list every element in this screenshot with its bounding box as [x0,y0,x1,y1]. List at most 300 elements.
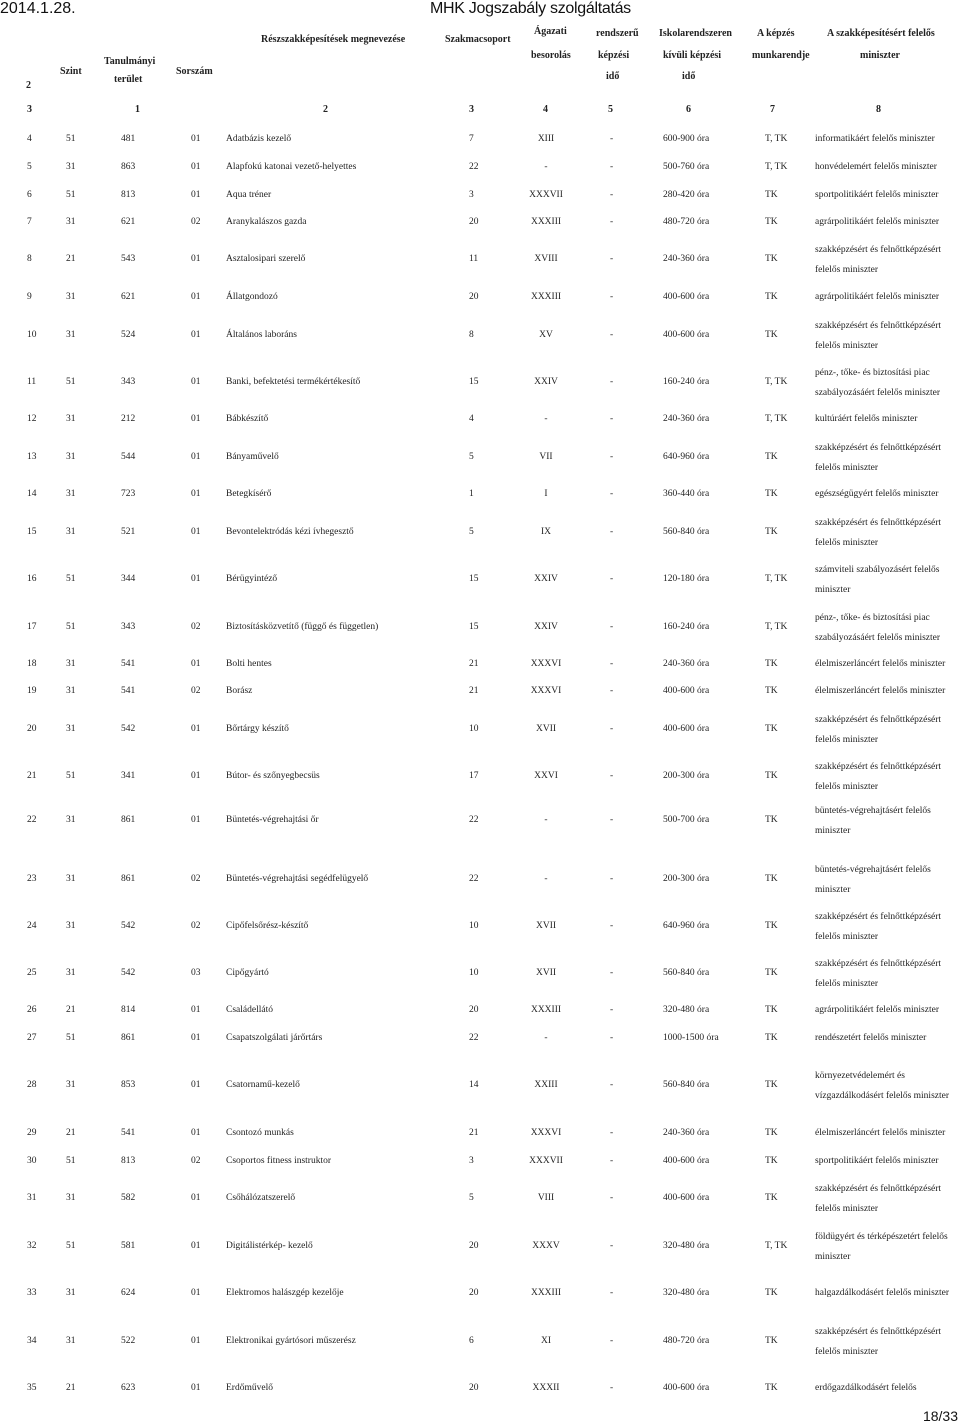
column-number: 3 [469,104,474,115]
cell-munkarend: TK [765,217,778,227]
cell-szint: 31 [66,217,76,227]
cell-rendszeru-ido: - [610,1193,614,1203]
cell-sorszam: 01 [191,724,201,734]
cell-tanulmanyi-terulet: 541 [121,686,136,696]
cell-szakmacsoport: 22 [469,815,479,825]
row-number: 31 [27,1193,37,1203]
cell-szakmacsoport: 22 [469,874,479,884]
cell-munkarend: T, TK [765,622,788,632]
cell-megnevezes: Általános laboráns [226,330,297,340]
cell-iskolarendszeren-kivuli-ido: 400-600 óra [663,1193,710,1203]
cell-megnevezes: Elektronikai gyártósori műszerész [226,1336,356,1346]
cell-munkarend: TK [765,1383,778,1393]
cell-munkarend: TK [765,527,778,537]
row-number: 5 [27,162,32,172]
cell-szakmacsoport: 20 [469,1288,479,1298]
row-number: 18 [27,659,37,669]
cell-tanulmanyi-terulet: 723 [121,489,136,499]
cell-iskolarendszeren-kivuli-ido: 500-760 óra [663,162,710,172]
cell-rendszeru-ido: - [610,1156,614,1166]
row-number: 21 [27,771,37,781]
cell-agazati-besorolas-text: - [544,815,548,825]
row-number: 8 [27,254,32,264]
cell-agazati-besorolas-text: IX [540,527,552,537]
cell-munkarend: T, TK [765,134,788,144]
cell-munkarend: TK [765,724,778,734]
cell-rendszeru-ido: - [610,659,614,669]
cell-szint: 51 [66,1033,76,1043]
cell-tanulmanyi-terulet: 524 [121,330,136,340]
cell-tanulmanyi-terulet: 481 [121,134,136,144]
cell-iskolarendszeren-kivuli-ido: 320-480 óra [663,1241,710,1251]
cell-megnevezes: Családellátó [226,1005,273,1015]
cell-tanulmanyi-terulet: 521 [121,527,136,537]
cell-szint: 31 [66,921,76,931]
cell-tanulmanyi-terulet: 814 [121,1005,136,1015]
cell-szakmacsoport: 15 [469,377,479,387]
cell-iskolarendszeren-kivuli-ido: 320-480 óra [663,1288,710,1298]
cell-felelos-miniszter: egészségügyért felelős miniszter [815,489,939,499]
cell-tanulmanyi-terulet: 543 [121,254,136,264]
cell-sorszam: 02 [191,217,201,227]
cell-megnevezes: Cipőfelsőrész-készítő [226,921,309,931]
cell-munkarend: TK [765,1193,778,1203]
cell-felelos-miniszter: szakképzésért és felnőttképzésért felelős miniszter [815,1184,942,1214]
cell-sorszam: 01 [191,1336,201,1346]
cell-sorszam: 01 [191,452,201,462]
cell-megnevezes: Borász [226,686,253,696]
cell-szakmacsoport: 5 [469,452,474,462]
cell-iskolarendszeren-kivuli-ido: 160-240 óra [663,622,710,632]
cell-agazati-besorolas-text: XXXVII [529,1156,563,1166]
cell-szint: 31 [66,1336,76,1346]
cell-sorszam: 01 [191,377,201,387]
cell-szint: 51 [66,1156,76,1166]
cell-megnevezes: Aranykalászos gazda [226,217,307,227]
cell-agazati-besorolas-text: - [544,874,548,884]
row-number: 15 [27,527,37,537]
cell-rendszeru-ido: - [610,1241,614,1251]
header-title: MHK Jogszabály szolgáltatás [430,0,631,17]
cell-felelos-miniszter: szakképzésért és felnőttképzésért felelős miniszter [815,443,942,473]
cell-munkarend: TK [765,190,778,200]
cell-rendszeru-ido: - [610,1383,614,1393]
cell-megnevezes: Bőrtárgy készítő [226,724,289,734]
cell-megnevezes: Biztosításközvetítő (függő és független) [226,622,379,632]
cell-sorszam: 01 [191,1193,201,1203]
column-number: 8 [876,104,881,115]
cell-rendszeru-ido: - [610,771,614,781]
page-number: 18/33 [922,1408,958,1424]
cell-sorszam: 01 [191,489,201,499]
cell-szakmacsoport: 10 [469,968,479,978]
cell-szakmacsoport: 21 [469,659,479,669]
cell-tanulmanyi-terulet: 581 [121,1241,136,1251]
cell-szint: 51 [66,1241,76,1251]
cell-megnevezes: Cipőgyártó [226,968,269,978]
cell-felelos-miniszter: büntetés-végrehajtásért felelős miniszter [815,865,931,895]
cell-felelos-miniszter: szakképzésért és felnőttképzésért felelős miniszter [815,245,942,275]
row-number: 23 [27,874,37,884]
cell-sorszam: 01 [191,330,201,340]
row-number: 10 [27,330,37,340]
cell-rendszeru-ido: - [610,527,614,537]
cell-munkarend: TK [765,1033,778,1043]
cell-tanulmanyi-terulet: 343 [121,622,136,632]
cell-felelos-miniszter: élelmiszerláncért felelős miniszter [815,1128,946,1138]
cell-rendszeru-ido: - [610,489,614,499]
row-number: 20 [27,724,37,734]
cell-agazati-besorolas-text: XXXVII [529,190,563,200]
cell-iskolarendszeren-kivuli-ido: 500-700 óra [663,815,710,825]
column-number: 7 [770,104,775,115]
cell-iskolarendszeren-kivuli-ido: 480-720 óra [663,1336,710,1346]
cell-munkarend: TK [765,874,778,884]
cell-szint: 51 [66,190,76,200]
header-szakmacsoport: Szakmacsoport [445,34,511,45]
cell-szint: 31 [66,489,76,499]
cell-tanulmanyi-terulet: 344 [121,574,136,584]
cell-tanulmanyi-terulet: 522 [121,1336,136,1346]
cell-agazati-besorolas-text: VII [539,452,553,462]
cell-iskolarendszeren-kivuli-ido: 400-600 óra [663,1383,710,1393]
cell-megnevezes: Bérügyintéző [226,574,278,584]
row-number: 19 [27,686,37,696]
cell-szint: 31 [66,1288,76,1298]
cell-felelos-miniszter: kultúráért felelős miniszter [815,414,918,424]
cell-rendszeru-ido: - [610,330,614,340]
cell-megnevezes: Alapfokú katonai vezető-helyettes [226,162,357,172]
cell-tanulmanyi-terulet: 621 [121,292,136,302]
cell-rendszeru-ido: - [610,921,614,931]
cell-szint: 31 [66,414,76,424]
cell-tanulmanyi-terulet: 813 [121,1156,136,1166]
cell-agazati-besorolas-text: XXIII [534,1080,558,1090]
cell-sorszam: 01 [191,1288,201,1298]
cell-iskolarendszeren-kivuli-ido: 240-360 óra [663,659,710,669]
row-number: 25 [27,968,37,978]
cell-felelos-miniszter: sportpolitikáért felelős miniszter [815,1156,939,1166]
cell-megnevezes: Bútor- és szőnyegbecsüs [226,771,320,781]
cell-rendszeru-ido: - [610,162,614,172]
cell-felelos-miniszter: büntetés-végrehajtásért felelős miniszter [815,806,931,836]
cell-munkarend: TK [765,1005,778,1015]
cell-agazati-besorolas-text: XXXV [532,1241,560,1251]
cell-megnevezes: Bábkészítő [226,414,269,424]
cell-iskolarendszeren-kivuli-ido: 560-840 óra [663,527,710,537]
cell-agazati-besorolas-text: XXXIII [530,217,562,227]
cell-tanulmanyi-terulet: 542 [121,921,136,931]
cell-iskolarendszeren-kivuli-ido: 240-360 óra [663,254,710,264]
cell-agazati-besorolas-text: XV [539,330,553,340]
cell-tanulmanyi-terulet: 582 [121,1193,136,1203]
cell-sorszam: 01 [191,414,201,424]
cell-agazati-besorolas-text: XXVI [534,771,558,781]
header-agazati-1: Ágazati [534,26,567,37]
cell-iskolarendszeren-kivuli-ido: 480-720 óra [663,217,710,227]
cell-szakmacsoport: 21 [469,1128,479,1138]
cell-megnevezes: Csapatszolgálati járőrtárs [226,1033,323,1043]
cell-tanulmanyi-terulet: 341 [121,771,136,781]
column-number: 2 [323,104,328,115]
cell-megnevezes: Csőhálózatszerelő [226,1193,296,1203]
cell-szint: 21 [66,1383,76,1393]
cell-felelos-miniszter: informatikáért felelős miniszter [815,134,935,144]
cell-felelos-miniszter: pénz-, tőke- és biztosítási piac szabályozásáért felelős miniszter [815,613,941,643]
cell-sorszam: 01 [191,254,201,264]
cell-sorszam: 01 [191,815,201,825]
cell-munkarend: TK [765,254,778,264]
cell-szakmacsoport: 6 [469,1336,474,1346]
cell-megnevezes: Elektromos halászgép kezelője [226,1288,344,1298]
cell-szakmacsoport: 5 [469,527,474,537]
cell-felelos-miniszter: szakképzésért és felnőttképzésért felelős miniszter [815,715,942,745]
cell-szakmacsoport: 15 [469,574,479,584]
cell-rendszeru-ido: - [610,1033,614,1043]
cell-megnevezes: Adatbázis kezelő [226,134,292,144]
cell-iskolarendszeren-kivuli-ido: 120-180 óra [663,574,710,584]
cell-sorszam: 03 [191,968,201,978]
cell-szakmacsoport: 22 [469,162,479,172]
cell-szint: 31 [66,659,76,669]
cell-iskolarendszeren-kivuli-ido: 560-840 óra [663,1080,710,1090]
cell-tanulmanyi-terulet: 541 [121,1128,136,1138]
cell-szakmacsoport: 7 [469,134,474,144]
row-number: 26 [27,1005,37,1015]
cell-tanulmanyi-terulet: 863 [121,162,136,172]
cell-sorszam: 02 [191,921,201,931]
cell-szint: 51 [66,377,76,387]
cell-szint: 21 [66,1128,76,1138]
cell-iskolarendszeren-kivuli-ido: 280-420 óra [663,190,710,200]
row-number: 7 [27,217,32,227]
cell-tanulmanyi-terulet: 212 [121,414,136,424]
cell-sorszam: 01 [191,1128,201,1138]
cell-munkarend: TK [765,921,778,931]
cell-szakmacsoport: 10 [469,921,479,931]
cell-tanulmanyi-terulet: 861 [121,1033,136,1043]
cell-sorszam: 02 [191,622,201,632]
cell-tanulmanyi-terulet: 542 [121,724,136,734]
cell-rendszeru-ido: - [610,724,614,734]
cell-sorszam: 02 [191,874,201,884]
cell-rendszeru-ido: - [610,815,614,825]
cell-sorszam: 01 [191,659,201,669]
cell-munkarend: TK [765,292,778,302]
cell-sorszam: 01 [191,574,201,584]
cell-szint: 31 [66,162,76,172]
cell-szakmacsoport: 3 [469,190,474,200]
cell-agazati-besorolas-text: XVII [535,921,557,931]
cell-felelos-miniszter: erdőgazdálkodásért felelős [815,1383,917,1393]
cell-rendszeru-ido: - [610,217,614,227]
cell-szint: 31 [66,527,76,537]
cell-iskolarendszeren-kivuli-ido: 1000-1500 óra [663,1033,719,1043]
cell-agazati-besorolas-text: I [544,489,548,499]
cell-megnevezes: Csoportos fitness instruktor [226,1156,332,1166]
cell-szakmacsoport: 15 [469,622,479,632]
cell-szakmacsoport: 3 [469,1156,474,1166]
cell-agazati-besorolas-text: XXIV [534,574,558,584]
cell-sorszam: 01 [191,527,201,537]
cell-iskolarendszeren-kivuli-ido: 160-240 óra [663,377,710,387]
cell-szakmacsoport: 1 [469,489,474,499]
cell-munkarend: TK [765,1288,778,1298]
cell-megnevezes: Digitálistérkép- kezelő [226,1241,313,1251]
header-sorszam: Sorszám [176,66,213,77]
cell-sorszam: 01 [191,292,201,302]
column-number: 5 [608,104,613,115]
cell-szint: 21 [66,1005,76,1015]
cell-rendszeru-ido: - [610,292,614,302]
cell-szint: 31 [66,686,76,696]
cell-agazati-besorolas-text: XVIII [534,254,558,264]
row-number: 4 [27,134,32,144]
cell-felelos-miniszter: számviteli szabályozásért felelős miniszter [815,565,940,595]
header-rendszeru-3: idő [606,71,620,82]
cell-munkarend: TK [765,452,778,462]
cell-megnevezes: Asztalosipari szerelő [226,254,306,264]
cell-rendszeru-ido: - [610,452,614,462]
cell-tanulmanyi-terulet: 861 [121,815,136,825]
cell-rendszeru-ido: - [610,254,614,264]
cell-felelos-miniszter: szakképzésért és felnőttképzésért felelős miniszter [815,912,942,942]
cell-rendszeru-ido: - [610,622,614,632]
header-iskolarendszeren-2: kívüli képzési [663,50,722,61]
cell-szakmacsoport: 10 [469,724,479,734]
cell-szint: 31 [66,330,76,340]
row-number: 32 [27,1241,37,1251]
cell-agazati-besorolas-text: XXXII [532,1383,560,1393]
cell-felelos-miniszter: szakképzésért és felnőttképzésért felelős miniszter [815,321,942,351]
row-number: 33 [27,1288,37,1298]
cell-iskolarendszeren-kivuli-ido: 200-300 óra [663,874,710,884]
cell-szakmacsoport: 14 [469,1080,479,1090]
cell-tanulmanyi-terulet: 813 [121,190,136,200]
cell-felelos-miniszter: szakképzésért és felnőttképzésért felelős miniszter [815,1327,942,1357]
cell-megnevezes: Betegkísérő [226,489,272,499]
cell-iskolarendszeren-kivuli-ido: 640-960 óra [663,452,710,462]
cell-megnevezes: Büntetés-végrehajtási őr [226,815,319,825]
cell-felelos-miniszter: földügyért és térképészetért felelős miniszter [815,1232,948,1262]
header-iskolarendszeren-1: Iskolarendszeren [659,28,732,39]
cell-szakmacsoport: 20 [469,292,479,302]
cell-agazati-besorolas-text: XXIV [534,377,558,387]
cell-megnevezes: Bevontelektródás kézi ívhegesztő [226,527,354,537]
cell-szakmacsoport: 22 [469,1033,479,1043]
cell-agazati-besorolas-text: XXXIII [530,292,562,302]
cell-agazati-besorolas-text: XIII [537,134,555,144]
cell-rendszeru-ido: - [610,134,614,144]
header-felelos-1: A szakképesítésért felelős [827,28,935,39]
cell-agazati-besorolas-text: XXXIII [530,1288,562,1298]
cell-rendszeru-ido: - [610,574,614,584]
cell-iskolarendszeren-kivuli-ido: 320-480 óra [663,1005,710,1015]
cell-tanulmanyi-terulet: 343 [121,377,136,387]
cell-munkarend: T, TK [765,414,788,424]
cell-munkarend: T, TK [765,1241,788,1251]
cell-agazati-besorolas-text: XVII [535,724,557,734]
cell-rendszeru-ido: - [610,1288,614,1298]
cell-munkarend: TK [765,968,778,978]
cell-tanulmanyi-terulet: 861 [121,874,136,884]
cell-felelos-miniszter: sportpolitikáért felelős miniszter [815,190,939,200]
cell-szakmacsoport: 20 [469,1005,479,1015]
cell-agazati-besorolas-text: XI [540,1336,552,1346]
cell-tanulmanyi-terulet: 624 [121,1288,136,1298]
cell-megnevezes: Erdőművelő [226,1383,273,1393]
cell-szint: 31 [66,874,76,884]
row-number: 34 [27,1336,37,1346]
cell-tanulmanyi-terulet: 542 [121,968,136,978]
cell-iskolarendszeren-kivuli-ido: 560-840 óra [663,968,710,978]
cell-iskolarendszeren-kivuli-ido: 400-600 óra [663,724,710,734]
cell-iskolarendszeren-kivuli-ido: 400-600 óra [663,1156,710,1166]
cell-agazati-besorolas-text: XVII [535,968,557,978]
cell-megnevezes: Csatornamű-kezelő [226,1080,300,1090]
cell-felelos-miniszter: szakképzésért és felnőttképzésért felelős miniszter [815,959,942,989]
cell-munkarend: TK [765,1156,778,1166]
cell-sorszam: 01 [191,1005,201,1015]
cell-agazati-besorolas-text: - [544,162,548,172]
cell-munkarend: TK [765,330,778,340]
cell-iskolarendszeren-kivuli-ido: 240-360 óra [663,414,710,424]
header-megnevezes: Részszakképesítések megnevezése [261,34,406,45]
cell-sorszam: 02 [191,686,201,696]
page-header [0,0,960,22]
cell-szint: 21 [66,254,76,264]
cell-szint: 51 [66,622,76,632]
row-number: 29 [27,1128,37,1138]
column-number: 4 [543,104,548,115]
cell-rendszeru-ido: - [610,968,614,978]
cell-felelos-miniszter: halgazdálkodásért felelős miniszter [815,1288,950,1298]
header-tanulmanyi-1: Tanulmányi [104,56,156,67]
cell-sorszam: 01 [191,1383,201,1393]
cell-iskolarendszeren-kivuli-ido: 200-300 óra [663,771,710,781]
cell-iskolarendszeren-kivuli-ido: 400-600 óra [663,292,710,302]
row-number: 22 [27,815,37,825]
row-number: 27 [27,1033,37,1043]
cell-sorszam: 01 [191,134,201,144]
cell-felelos-miniszter: élelmiszerláncért felelős miniszter [815,686,946,696]
cell-szint: 31 [66,292,76,302]
cell-iskolarendszeren-kivuli-ido: 360-440 óra [663,489,710,499]
row-number: 11 [27,377,37,387]
cell-munkarend: TK [765,815,778,825]
cell-munkarend: TK [765,489,778,499]
cell-tanulmanyi-terulet: 541 [121,659,136,669]
cell-megnevezes: Állatgondozó [226,292,278,302]
cell-szakmacsoport: 8 [469,330,474,340]
cell-iskolarendszeren-kivuli-ido: 240-360 óra [663,1128,710,1138]
row-number: 14 [27,489,37,499]
header-date: 2014.1.28. [0,0,76,17]
cell-rendszeru-ido: - [610,874,614,884]
cell-munkarend: TK [765,659,778,669]
cell-tanulmanyi-terulet: 623 [121,1383,136,1393]
header-iskolarendszeren-3: idő [682,71,696,82]
column-number: 6 [686,104,691,115]
cell-szint: 31 [66,452,76,462]
cell-szint: 31 [66,1193,76,1203]
cell-szint: 31 [66,968,76,978]
cell-sorszam: 01 [191,1241,201,1251]
cell-sorszam: 01 [191,162,201,172]
cell-tanulmanyi-terulet: 853 [121,1080,136,1090]
cell-sorszam: 01 [191,1033,201,1043]
cell-agazati-besorolas-text: XXXVI [530,659,562,669]
